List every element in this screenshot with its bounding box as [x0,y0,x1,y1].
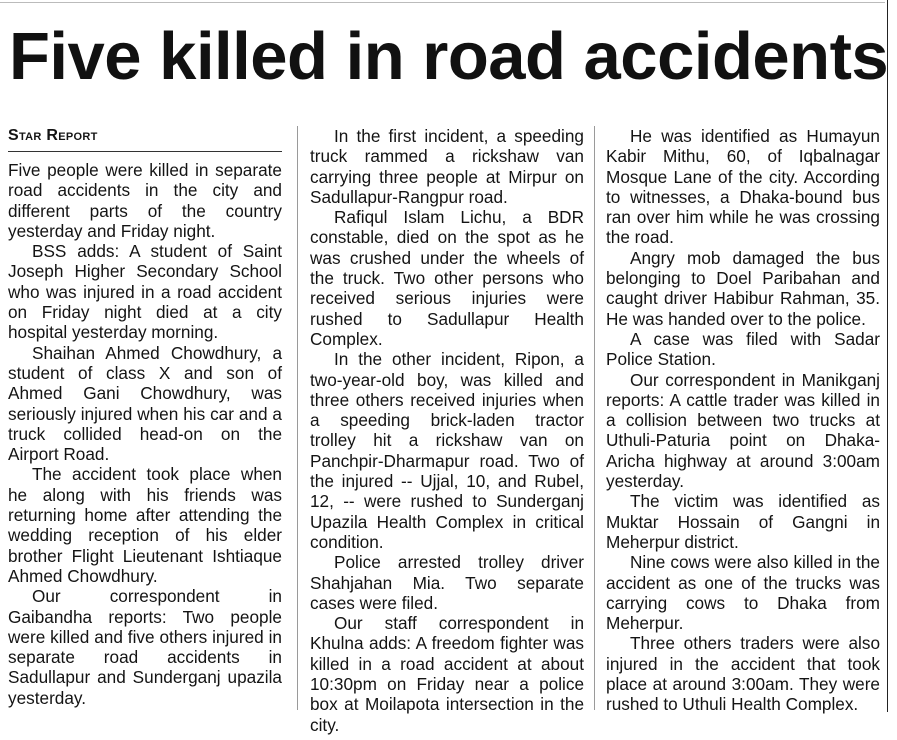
paragraph: Five people were killed in separate road accidents in the city and different parts of the country yesterday and Friday night. [8,160,282,241]
paragraph: The victim was identified as Muktar Hossain of Gangni in Meherpur district. [606,491,880,552]
paragraph: In the other incident, Ripon, a two-year-old boy, was killed and three others received injuries when a speeding brick-laden tractor trolley hit a rickshaw van on Panchpir-Dharmapur road. Two of the injured -- Ujjal, 10, and Rubel, 12, -- were rushed to Sunderganj Upazila Health Complex in critical condition. [310,349,584,552]
article-column-2 [310,126,584,735]
right-column-rule [887,0,888,712]
paragraph: Our correspondent in Gaibandha reports: Two people were killed and five others injured in separate road accidents in Sadullapur and Sunderganj upazila yesterday. [8,586,282,708]
byline: Star Report [8,126,282,152]
paragraph: Nine cows were also killed in the accident as one of the trucks was carrying cows to Dhaka from Meherpur. [606,552,880,634]
paragraph: Our correspondent in Manikganj reports: A cattle trader was killed in a collision between two trucks at Uthuli-Paturia point on Dhaka-Aricha highway at around 3:00am yesterday. [606,369,880,492]
column-divider [594,126,595,710]
column-divider [297,126,298,710]
paragraph: The accident took place when he along with his friends was returning home after attending the wedding reception of his elder brother Flight Lieutenant Ishtiaque Ahmed Chowdhury. [8,464,282,586]
article-column-3 [606,126,880,715]
paragraph: In the first incident, a speeding truck rammed a rickshaw van carrying three people at Mirpur on Sadullapur-Rangpur road. [310,126,584,207]
paragraph: Our staff correspondent in Khulna adds: A freedom fighter was killed in a road accident at about 10:30pm on Friday near a police box at Moilapota intersection in the city. [310,613,584,735]
paragraph: Three others traders were also injured in the accident that took place at around 3:00am. They were rushed to Uthuli Health Complex. [606,633,880,715]
paragraph: Rafiqul Islam Lichu, a BDR constable, died on the spot as he was crushed under the wheels of the truck. Two other persons who received serious injuries were rushed to Sadullapur Health Complex. [310,207,584,349]
paragraph: Shaihan Ahmed Chowdhury, a student of class X and son of Ahmed Gani Chowdhury, was seriously injured when his car and a truck collided head-on on the Airport Road. [8,342,282,465]
paragraph: He was identified as Humayun Kabir Mithu, 60, of Iqbalnagar Mosque Lane of the city. According to witnesses, a Dhaka-bound bus ran over him while he was crossing the road. [606,126,880,248]
paragraph: Police arrested trolley driver Shahjahan Mia. Two separate cases were filed. [310,552,584,613]
paragraph: Angry mob damaged the bus belonging to Doel Paribahan and caught driver Habibur Rahman, 35. He was handed over to the police. [606,247,880,329]
headline: Five killed in road accidents [9,19,889,94]
paragraph: A case was filed with Sadar Police Station. [606,328,880,370]
top-rule [0,2,885,3]
article-column-1 [8,126,282,708]
paragraph: BSS adds: A student of Saint Joseph Higher Secondary School who was injured in a road accident on Friday night died at a city hospital yesterday morning. [8,241,282,343]
